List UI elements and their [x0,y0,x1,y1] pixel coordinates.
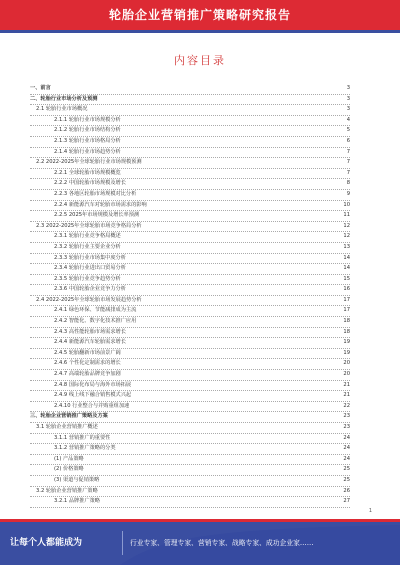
toc-entry[interactable] [30,105,350,116]
toc-entry[interactable] [30,179,350,190]
toc-entry-label: 2.1 轮胎行业市场概况 [36,105,89,115]
toc-entry-page: 12 [341,222,350,232]
toc-entry-page: 7 [345,148,350,158]
document-title: 轮胎企业营销推广策略研究报告 [108,8,291,22]
toc-entry-page: 4 [345,116,350,126]
toc-entry[interactable] [30,349,350,360]
toc-entry-page: 21 [341,391,350,401]
toc-entry-label: 2.2.4 新能源汽车对轮胎市场需求的影响 [54,201,149,211]
toc-entry[interactable] [30,264,350,275]
toc-entry-label: 3.1.2 营销推广策略的分类 [54,444,118,454]
toc-entry-label: (3) 渠道与促销策略 [54,476,101,486]
header-stripe [0,30,400,33]
toc-entry[interactable] [30,254,350,265]
toc-entry-label: 一、前言 [30,84,53,94]
toc-entry-label: 2.2 2022-2025年全球轮胎行业市场规模预测 [36,158,144,168]
toc-entry-page: 20 [341,370,350,380]
toc-entry[interactable] [30,232,350,243]
toc-entry[interactable] [30,381,350,392]
toc-entry-page: 23 [341,423,350,433]
toc-entry-page: 6 [345,137,350,147]
toc-entry[interactable] [30,169,350,180]
toc-entry-page: 24 [341,444,350,454]
toc-entry-label: 2.3.4 轮胎行业进出口贸易分析 [54,264,128,274]
toc-entry-page: 7 [345,169,350,179]
toc-entry-page: 21 [341,381,350,391]
toc-entry[interactable] [30,137,350,148]
toc-entry-label: 2.2.5 2025年市场规模及增长率预测 [54,211,141,221]
toc-entry-label: 2.4 2022-2025年全球轮胎市场发展趋势分析 [36,296,144,306]
toc-entry-label: 2.1.4 轮胎行业市场趋势分析 [54,148,123,158]
toc-entry-label: 2.3.3 轮胎行业市场集中度分析 [54,254,128,264]
toc-entry-page: 20 [341,359,350,369]
toc-entry[interactable] [30,497,350,508]
toc-entry[interactable] [30,317,350,328]
toc-entry[interactable] [30,243,350,254]
toc-entry-label: 2.2.1 全球轮胎市场规模概览 [54,169,123,179]
toc-entry-label: 2.4.7 高端轮胎品牌竞争加剧 [54,370,123,380]
toc-entry-page: 7 [345,158,350,168]
toc-entry-label: (2) 价格策略 [54,465,86,475]
toc-entry[interactable] [30,201,350,212]
toc-entry[interactable] [30,370,350,381]
toc-entry-page: 22 [341,402,350,412]
toc-entry-page: 19 [341,349,350,359]
toc-entry-label: 2.3.5 轮胎行业竞争趋势分析 [54,275,123,285]
table-of-contents [30,84,350,508]
toc-entry-page: 24 [341,455,350,465]
toc-entry-page: 18 [341,317,350,327]
toc-entry-label: 三、轮胎企业营销推广策略及方案 [30,412,110,422]
toc-entry[interactable] [30,116,350,127]
toc-entry-page: 17 [341,306,350,316]
toc-entry[interactable] [30,359,350,370]
toc-entry[interactable] [30,296,350,307]
toc-entry[interactable] [30,487,350,498]
toc-entry-label: 二、轮胎行业市场分析及预测 [30,95,99,105]
toc-entry-page: 16 [341,285,350,295]
toc-entry[interactable] [30,158,350,169]
toc-entry-label: 3.2.1 品牌推广策略 [54,497,102,507]
toc-heading: 内容目录 [174,54,226,67]
toc-entry-label: 2.3.2 轮胎行业主要企业分析 [54,243,123,253]
toc-entry-label: 2.1.1 轮胎行业市场规模分析 [54,116,123,126]
toc-entry-page: 10 [341,201,350,211]
toc-entry-page: 3 [345,84,350,94]
toc-entry-label: 3.2 轮胎企业营销推广策略 [36,487,100,497]
toc-entry-label: 2.4.2 智能化、数字化技术推广应用 [54,317,138,327]
toc-entry[interactable] [30,476,350,487]
footer-slogan: 让每个人都能成为 [10,538,83,548]
toc-entry[interactable] [30,95,350,106]
toc-entry-page: 3 [345,105,350,115]
toc-entry-label: 2.2.2 中国轮胎市场规模及增长 [54,179,128,189]
toc-entry[interactable] [30,434,350,445]
toc-entry-label: 2.4.10 行业整合与并购重组加速 [54,402,131,412]
toc-entry-label: 2.4.5 轮胎翻新市场前景广阔 [54,349,123,359]
toc-entry-page: 12 [341,232,350,242]
toc-entry-page: 23 [341,412,350,422]
toc-entry[interactable] [30,455,350,466]
toc-entry-page: 15 [341,275,350,285]
toc-entry-label: 3.1 轮胎企业营销推广概述 [36,423,100,433]
toc-entry-page: 13 [341,243,350,253]
toc-entry[interactable] [30,338,350,349]
toc-entry-label: 2.4.9 线上线下融合销售模式兴起 [54,391,133,401]
toc-entry-page: 26 [341,487,350,497]
toc-entry[interactable] [30,222,350,233]
toc-entry-label: (1) 产品策略 [54,455,86,465]
toc-entry-label: 3.1.1 营销推广的重要性 [54,434,112,444]
toc-entry[interactable] [30,306,350,317]
toc-entry-page: 25 [341,465,350,475]
toc-entry-label: 2.4.6 个性化定制需求的增长 [54,359,123,369]
toc-entry-label: 2.4.8 国际化布局与海外市场拓展 [54,381,133,391]
toc-entry-page: 11 [341,211,350,221]
page-header [0,0,400,33]
toc-entry[interactable] [30,285,350,296]
toc-entry[interactable] [30,444,350,455]
toc-entry[interactable] [30,391,350,402]
toc-entry-page: 19 [341,338,350,348]
toc-entry-page: 9 [345,190,350,200]
toc-entry-page: 24 [341,434,350,444]
toc-entry[interactable] [30,423,350,434]
toc-entry-page: 14 [341,254,350,264]
toc-entry-page: 3 [345,95,350,105]
toc-entry-page: 17 [341,296,350,306]
toc-entry-page: 8 [345,179,350,189]
toc-entry[interactable] [30,465,350,476]
toc-entry-label: 2.3.1 轮胎行业竞争格局概述 [54,232,123,242]
footer-tagline: 行业专家、管理专家、营销专家、战略专家、成功企业家…… [130,539,314,547]
toc-entry-page: 25 [341,476,350,486]
toc-entry-label: 2.3.6 中国轮胎企业竞争力分析 [54,285,128,295]
toc-entry[interactable] [30,412,350,423]
toc-entry-label: 2.3 2022-2025年全球轮胎市场竞争格局分析 [36,222,144,232]
toc-entry[interactable] [30,148,350,159]
toc-entry-page: 18 [341,328,350,338]
toc-entry[interactable] [30,126,350,137]
toc-entry[interactable] [30,190,350,201]
page-footer [0,519,400,565]
footer-divider [122,531,123,555]
toc-entry-page: 5 [345,126,350,136]
toc-entry-label: 2.2.3 各地区轮胎市场规模对比分析 [54,190,138,200]
toc-entry-label: 2.1.3 轮胎行业市场格局分析 [54,137,123,147]
toc-entry[interactable] [30,328,350,339]
toc-entry-page: 27 [341,497,350,507]
toc-entry[interactable] [30,84,350,95]
toc-entry-label: 2.4.4 新能源汽车轮胎需求增长 [54,338,128,348]
toc-entry[interactable] [30,402,350,413]
toc-entry-label: 2.4.3 高性能轮胎市场需求增长 [54,328,128,338]
toc-entry-page: 14 [341,264,350,274]
toc-entry-label: 2.1.2 轮胎行业市场结构分析 [54,126,123,136]
page-number: 1 [368,508,372,514]
toc-entry-label: 2.4.1 绿色环保、节能减排成为主流 [54,306,138,316]
toc-entry[interactable] [30,211,350,222]
toc-entry[interactable] [30,275,350,286]
